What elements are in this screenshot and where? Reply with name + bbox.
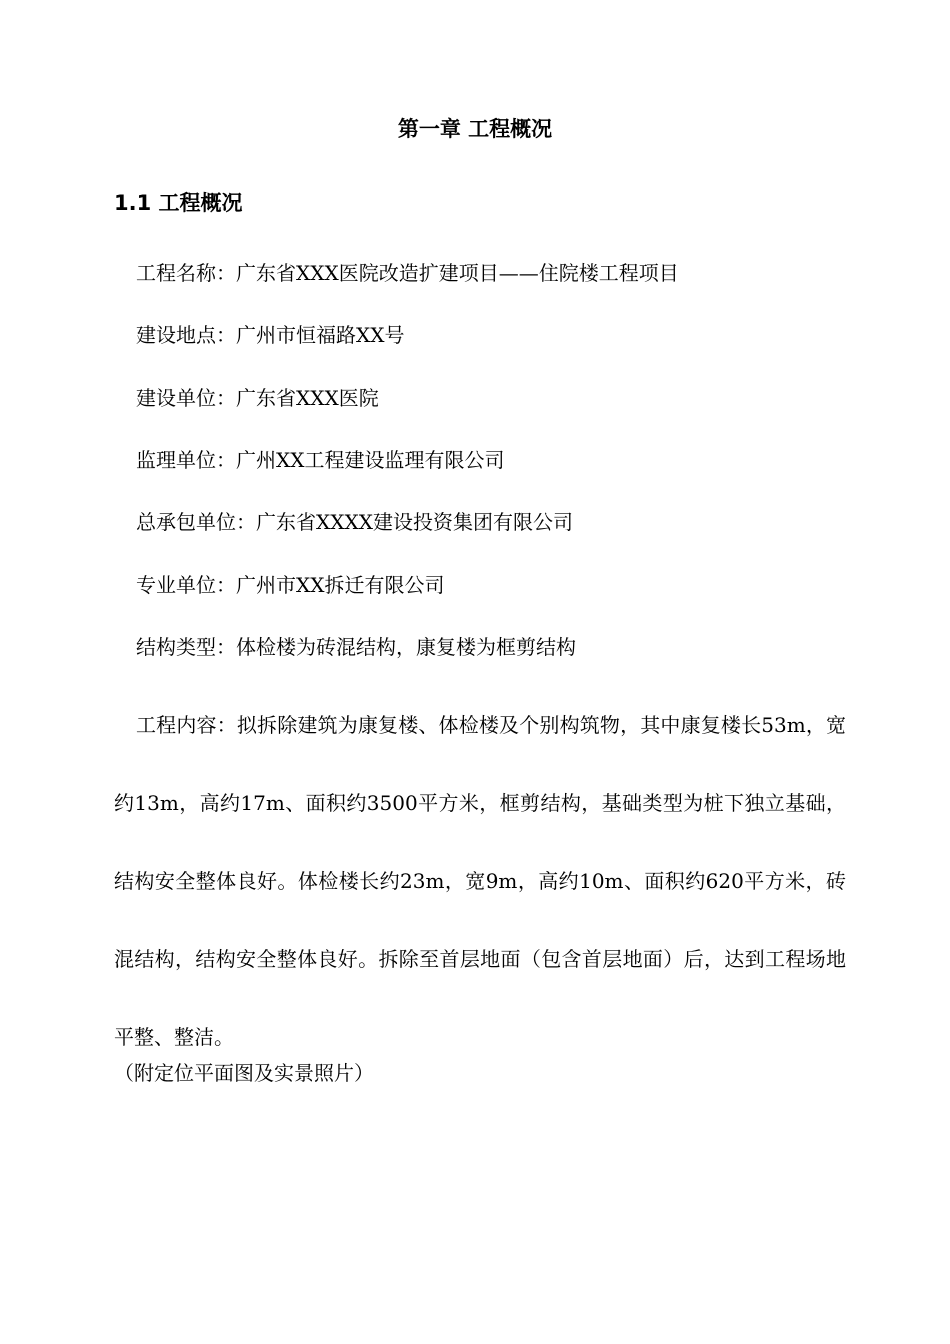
field-general-contractor bbox=[136, 507, 573, 537]
field-specialist bbox=[136, 570, 444, 600]
content-label: 工程内容： bbox=[136, 713, 237, 737]
field-label: 结构类型： bbox=[136, 635, 236, 659]
field-label: 建设单位： bbox=[136, 386, 236, 410]
field-project-name bbox=[136, 258, 679, 288]
field-value: 体检楼为砖混结构，康复楼为框剪结构 bbox=[236, 635, 576, 659]
field-value: 广州市XX拆迁有限公司 bbox=[236, 573, 445, 597]
field-label: 工程名称： bbox=[136, 261, 236, 285]
field-value: 广州市恒福路XX号 bbox=[236, 323, 405, 347]
field-structure-type bbox=[136, 632, 576, 662]
field-value: 广州XX工程建设监理有限公司 bbox=[236, 448, 505, 472]
field-location bbox=[136, 320, 404, 350]
chapter-title: 第一章 工程概况 bbox=[397, 117, 553, 141]
field-value: 广东省XXXX建设投资集团有限公司 bbox=[256, 510, 573, 534]
attachment-note: （附定位平面图及实景照片） bbox=[114, 1061, 374, 1085]
field-owner bbox=[136, 383, 379, 413]
field-label: 总承包单位： bbox=[136, 510, 256, 534]
field-value: 广东省XXX医院 bbox=[236, 386, 379, 410]
project-content-paragraph bbox=[114, 686, 846, 1076]
field-supervisor bbox=[136, 445, 504, 475]
field-value: 广东省XXX医院改造扩建项目——住院楼工程项目 bbox=[236, 261, 679, 285]
field-label: 专业单位： bbox=[136, 573, 236, 597]
field-label: 监理单位： bbox=[136, 448, 236, 472]
field-label: 建设地点： bbox=[136, 323, 236, 347]
section-title: 1.1 工程概况 bbox=[114, 191, 243, 215]
content-value: 拟拆除建筑为康复楼、体检楼及个别构筑物，其中康复楼长53m，宽约13m，高约17m、面积约3500平方米，框剪结构，基础类型为桩下独立基础，结构安全整体良好。体检楼长约23m，宽9m，高约10m、面积约620平方米，砖混结构，结构安全整体良好。拆除至首层地面（包含首层地面）后，达到工程场地平整、整洁。 bbox=[114, 713, 847, 1049]
